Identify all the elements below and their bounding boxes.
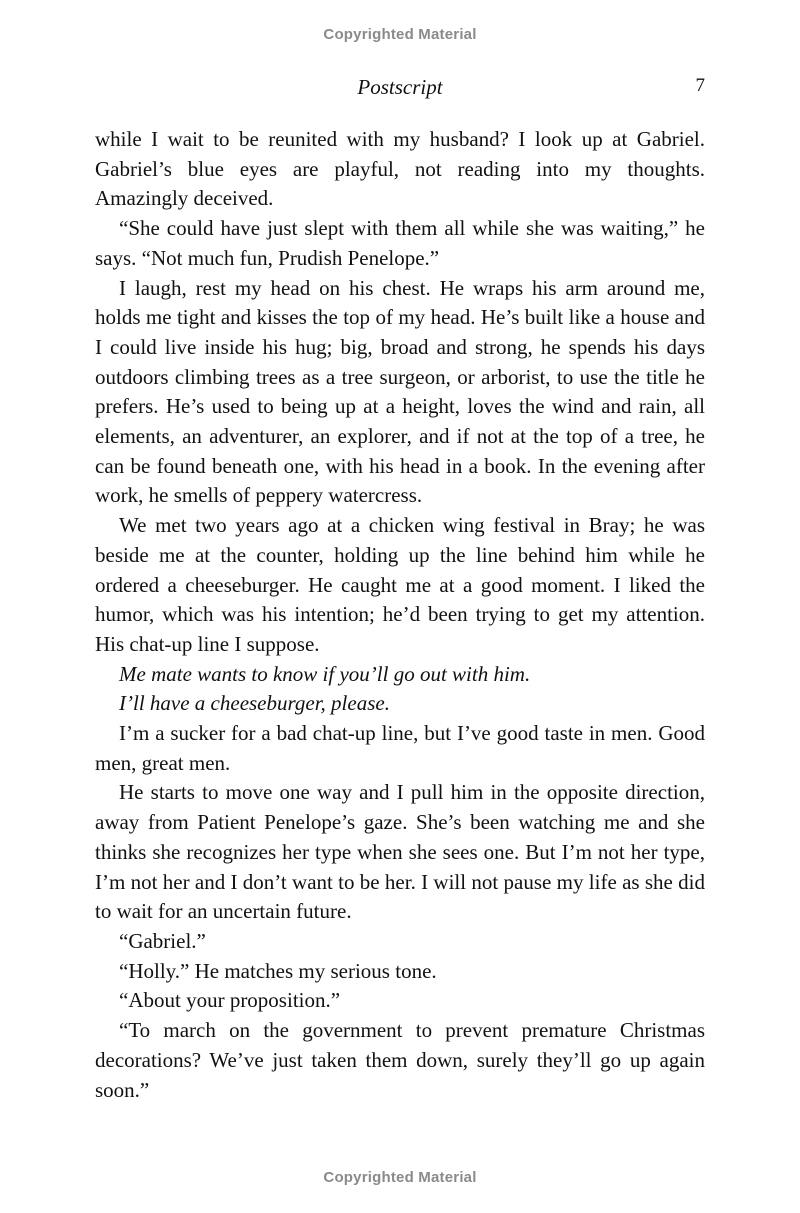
paragraph-italic-quote: Me mate wants to know if you’ll go out with him.: [119, 661, 531, 686]
paragraph: We met two years ago at a chicken wing festival in Bray; he was beside me at the counter, holding up the line behind him while he ordered a cheeseburger. He caught me at a good moment. I liked the humor, which was his intention; he’d been trying to get my attention. His chat-up line I suppose.: [95, 513, 705, 656]
copyright-watermark-top: Copyrighted Material: [323, 26, 477, 43]
page-number: 7: [695, 75, 705, 96]
paragraph-italic-quote: I’ll have a cheeseburger, please.: [119, 691, 390, 716]
paragraph-dialogue: “Holly.” He matches my serious tone.: [119, 958, 437, 983]
paragraph-dialogue: “Gabriel.”: [119, 928, 206, 953]
paragraph-dialogue: “About your proposition.”: [119, 988, 341, 1013]
copyright-watermark-bottom: Copyrighted Material: [323, 1169, 477, 1186]
running-title: Postscript: [357, 75, 443, 99]
paragraph-continued: while I wait to be reunited with my husband? I look up at Gabriel. Gabriel’s blue eyes are playful, not reading into my thoughts. Amazingly deceived.: [95, 127, 705, 211]
paragraph: He starts to move one way and I pull him in the opposite direction, away from Patient Penelope’s gaze. She’s been watching me and she thinks she recognizes her type when she sees one. But I’m not her type, I’m not her and I don’t want to be her. I will not pause my life as she did to wait for an uncertain future.: [95, 780, 705, 924]
paragraph: I laugh, rest my head on his chest. He wraps his arm around me, holds me tight and kisses the top of my head. He’s built like a house and I could live inside his hug; big, broad and strong, he spends his days outdoors climbing trees as a tree surgeon, or arborist, to use the title he prefers. He’s used to being up at a height, loves the wind and rain, all elements, an adventurer, an explorer, and if not at the top of a tree, he can be found beneath one, with his head in a book. In the evening after work, he smells of peppery watercress.: [95, 275, 705, 508]
paragraph-dialogue: “To march on the government to prevent premature Christmas decorations? We’ve just taken them down, surely they’ll go up again soon.”: [95, 1018, 705, 1102]
page-body: [95, 125, 705, 1105]
running-header: [95, 75, 705, 103]
paragraph: “She could have just slept with them all while she was waiting,” he says. “Not much fun, Prudish Penelope.”: [95, 216, 705, 270]
paragraph: I’m a sucker for a bad chat-up line, but I’ve good taste in men. Good men, great men.: [95, 721, 705, 775]
